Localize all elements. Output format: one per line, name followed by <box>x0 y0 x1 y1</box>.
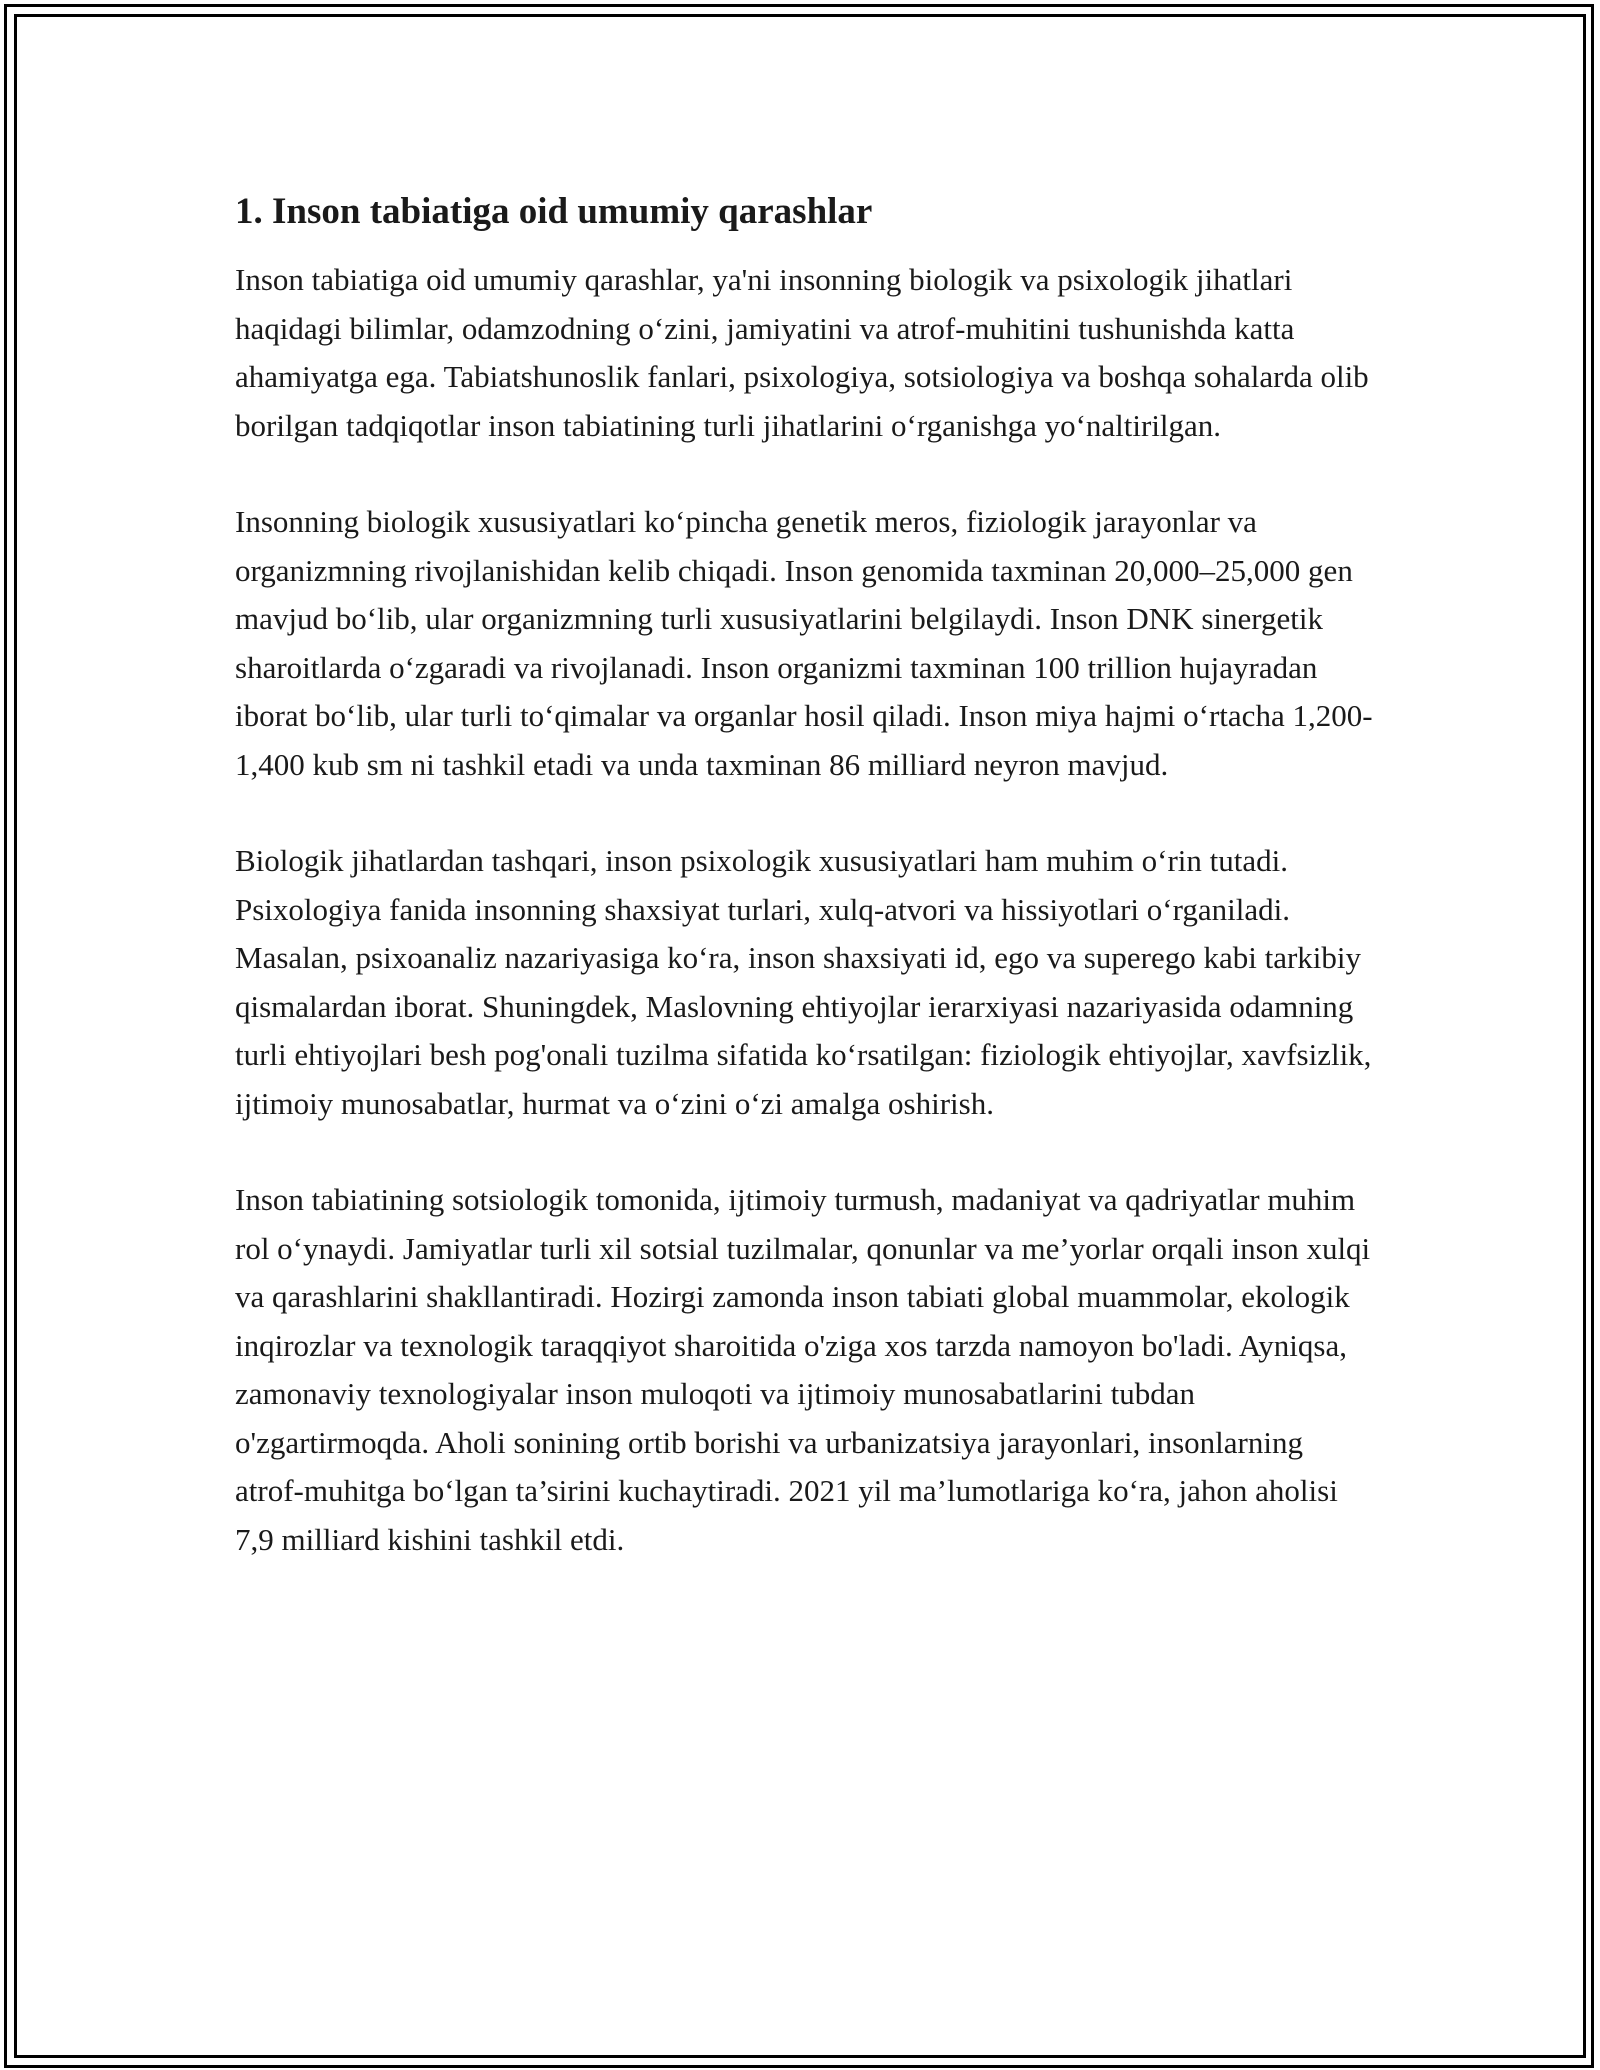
paragraph-sociological: Inson tabiatining sotsiologik tomonida, ijtimoiy turmush, madaniyat va qadriyatlar muhim rol o‘ynaydi. Jamiyatlar turli xil sotsial tuzilmalar, qonunlar va me’yorlar orqali inson xulqi va qarashlarini shakllantiradi. Hozirgi zamonda inson tabiati global muammolar, ekologik inqirozlar va texnologik taraqqiyot sharoitida o'ziga xos tarzda namoyon bo'ladi. Ayniqsa, zamonaviy texnologiyalar inson muloqoti va ijtimoiy munosabatlarini tubdan o'zgartirmoqda. Aholi sonining ortib borishi va urbanizatsiya jarayonlari, insonlarning atrof-muhitga bo‘lgan ta’sirini kuchaytiradi. 2021 yil ma’lumotlariga ko‘ra, jahon aholisi 7,9 milliard kishini tashkil etdi. <box>235 1182 1371 1557</box>
paragraph-biological: Insonning biologik xususiyatlari ko‘pincha genetik meros, fiziologik jarayonlar va organizmning rivojlanishidan kelib chiqadi. Inson genomida taxminan 20,000–25,000 gen mavjud bo‘lib, ular organizmning turli xususiyatlarini belgilaydi. Inson DNK sinergetik sharoitlarda o‘zgaradi va rivojlanadi. Inson organizmi taxminan 100 trillion hujayradan iborat bo‘lib, ular turli to‘qimalar va organlar hosil qiladi. Inson miya hajmi o‘rtacha 1,200-1,400 kub sm ni tashkil etadi va unda taxminan 86 milliard neyron mavjud. <box>235 504 1373 782</box>
document-body <box>235 188 1375 1612</box>
paragraph-psychological: Biologik jihatlardan tashqari, inson psixologik xususiyatlari ham muhim o‘rin tutadi. Psixologiya fanida insonning shaxsiyat turlari, xulq-atvori va hissiyotlari o‘rganiladi. Masalan, psixoanaliz nazariyasiga ko‘ra, inson shaxsiyati id, ego va superego kabi tarkibiy qismalardan iborat. Shuningdek, Maslovning ehtiyojlar ierarxiyasi nazariyasida odamning turli ehtiyojlari besh pog'onali tuzilma sifatida ko‘rsatilgan: fiziologik ehtiyojlar, xavfsizlik, ijtimoiy munosabatlar, hurmat va o‘zini o‘zi amalga oshirish. <box>235 843 1372 1121</box>
section-heading: 1. Inson tabiatiga oid umumiy qarashlar <box>235 191 873 232</box>
paragraph-intro: Inson tabiatiga oid umumiy qarashlar, ya'ni insonning biologik va psixologik jihatlari haqidagi bilimlar, odamzodning o‘zini, jamiyatini va atrof-muhitini tushunishda katta ahamiyatga ega. Tabiatshunoslik fanlari, psixologiya, sotsiologiya va boshqa sohalarda olib borilgan tadqiqotlar inson tabiatining turli jihatlarini o‘rganishga yo‘naltirilgan. <box>235 262 1369 443</box>
